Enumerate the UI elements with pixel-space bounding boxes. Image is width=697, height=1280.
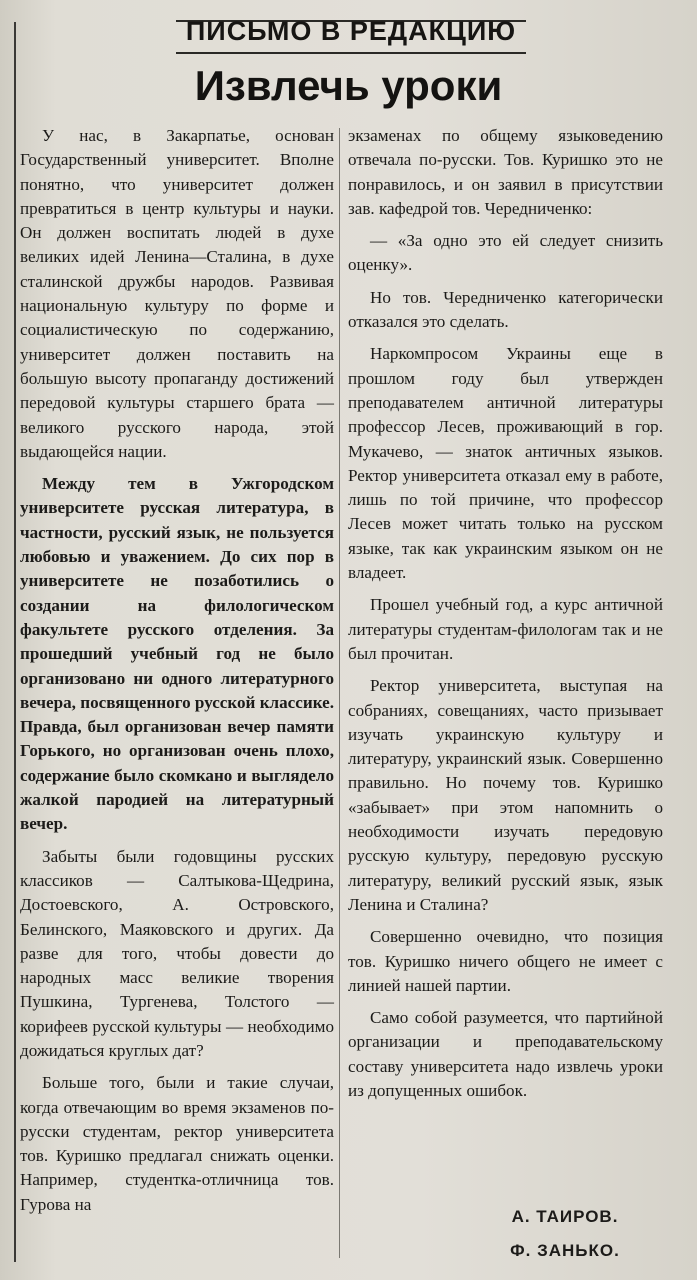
paragraph: Забыты были годовщины русских классиков — Салтыкова-Щедрина, Достоевского, А. Островского, Белинского, Маяковского и других. Да разве для того, чтобы довести до народных масс великие творения Пушкина, Тургенева, Толстого — корифеев русской культуры — необходимо дожидаться круглых дат? <box>20 846 334 1060</box>
paragraph: Но тов. Чередниченко категорически отказался это сделать. <box>348 287 663 332</box>
paragraph: Больше того, были и такие случаи, когда отвечающим во время экзаменов по-русски студентам, ректор университета тов. Куришко предлагал снижать оценки. Например, студентка-отличница тов. Гурова на <box>20 1073 334 1214</box>
paragraph: Само собой разумеется, что партийной организации и преподавательскому составу университета надо извлечь уроки из допущенных ошибок. <box>348 1008 663 1100</box>
rubric-bottom-rule <box>176 52 526 54</box>
paragraph: Наркомпросом Украины еще в прошлом году был утвержден преподавателем античной литературы профессор Лесев, проживающий в гор. Мукачево, — знаток античных языков. Ректор университета отказал ему в работе, лишь по той причине, что профессор Лесев может читать только на русском языке, так как украинским языком он не владеет. <box>348 344 663 583</box>
paragraph: У нас, в Закарпатье, основан Государственный университет. Вполне понятно, что университет должен превратиться в центр культуры и науки. Он должен воспитать людей в духе великих идей Ленина—Сталина, в духе сталинской дружбы народов. Развивая национальную культуру по форме и социалистическую по содержанию, университет должен поставить на большую высоту пропаганду достижений передовой культуры старшего брата — великого русского народа, этой выдающейся нации. <box>20 126 334 461</box>
article-column-left <box>20 124 334 1225</box>
paragraph: Прошел учебный год, а курс античной литературы студентам-филологам так и не был прочитан. <box>348 595 663 663</box>
left-border-rule <box>14 22 16 1262</box>
signature-author-2: Ф. ЗАНЬКО. <box>510 1241 620 1260</box>
article-headline: Извлечь уроки <box>194 62 503 109</box>
paragraph: Между тем в Ужгородском университете русская литература, в частности, русский язык, не пользуется любовью и уважением. До сих пор в университете не позаботились о создании на филологическом факультете русского отделения. За прошедший учебный год не было организовано ни одного литературного вечера, посвященного русской классике. Правда, был организован вечер памяти Горького, но организован очень плохо, содержание было скомкано и выглядело жалкой пародией на литературный вечер. <box>20 474 334 834</box>
article-column-right <box>348 124 663 1111</box>
author-signatures <box>470 1200 660 1268</box>
rubric-title: ПИСЬМО В РЕДАКЦИЮ <box>185 16 517 46</box>
paragraph: Совершенно очевидно, что позиция тов. Куришко ничего общего не имеет с линией нашей партии. <box>348 927 663 995</box>
paragraph: экзаменах по общему языковедению отвечала по-русски. Тов. Куришко это не понравилось, и он заявил в присутствии зав. кафедрой тов. Чередниченко: <box>348 126 663 218</box>
column-divider <box>339 128 340 1258</box>
signature-author-1: А. ТАИРОВ. <box>511 1207 619 1226</box>
paragraph: Ректор университета, выступая на собраниях, совещаниях, часто призывает изучать украинскую культуру и литературу, украинский язык. Совершенно правильно. Но почему тов. Куришко «забывает» при этом напомнить о необходимости изучать передовую русскую культуру, передовую русскую литературу, великий русский язык, язык Ленина и Сталина? <box>348 676 663 914</box>
paragraph: — «За одно это ей следует снизить оценку». <box>348 231 663 275</box>
